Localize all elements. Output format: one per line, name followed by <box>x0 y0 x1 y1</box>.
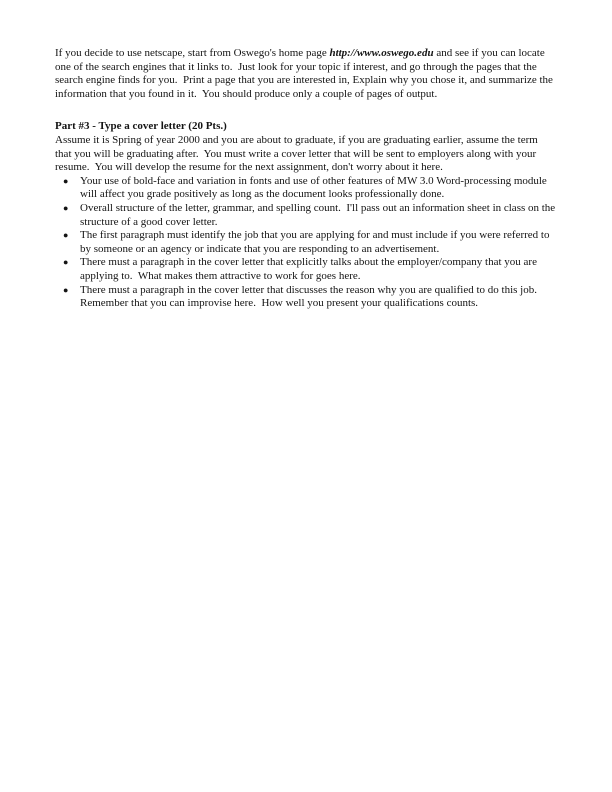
bullet-icon: ● <box>63 257 69 268</box>
paragraph-web-search-before-url: If you decide to use netscape, start from Oswego's home page <box>55 47 330 59</box>
bullet-item-first-paragraph <box>55 229 557 256</box>
bullet-item-fonts <box>55 175 557 202</box>
bullet-item-qualifications <box>55 284 557 311</box>
oswego-homepage-url: http://www.oswego.edu <box>329 47 434 59</box>
bullet-text: Your use of bold-face and variation in fonts and use of other features of MW 3.0 Word-processing module will affect you grade positively as long as the document looks professionally done. <box>80 174 550 201</box>
bullet-icon: ● <box>63 175 69 186</box>
paragraph-web-search-after-url: and see if you can locate one of the search engines that it links to. Just look for your topic if interest, and go through the pages that the search engine finds for you. Print a page that you are interested in, Explain why you chose it, and summarize the information that you found in it. You should produce only a couple of pages of output. <box>55 47 556 100</box>
bullet-icon: ● <box>63 284 69 295</box>
bullet-text: Overall structure of the letter, grammar, and spelling count. I'll pass out an information sheet in class on the structure of a good cover letter. <box>80 201 558 228</box>
part3-heading: Part #3 - Type a cover letter (20 Pts.) <box>55 120 227 133</box>
bullet-icon: ● <box>63 230 69 241</box>
bullet-text: There must a paragraph in the cover letter that explicitly talks about the employer/company that you are applying to. What makes them attractive to work for goes here. <box>80 256 540 282</box>
bullet-text: The first paragraph must identify the job that you are applying for and must include if you were referred to by someone or an agency or indicate that you are responding to an advertisement. <box>80 229 553 255</box>
bullet-text: There must a paragraph in the cover letter that discusses the reason why you are qualified to do this job. Remember that you can improvise here. How well you present your qualifications counts. <box>80 283 543 310</box>
paragraph-web-search <box>55 47 557 101</box>
part3-bullet-list <box>55 175 557 311</box>
part3-intro-paragraph: Assume it is Spring of year 2000 and you are about to graduate, if you are graduating earlier, assume the term that you will be graduating after. You must write a cover letter that will be sent to employers along with your resume. You will develop the resume for the next assignment, don't worry about it here. <box>55 133 541 174</box>
bullet-item-employer <box>55 256 557 283</box>
bullet-item-structure <box>55 202 557 229</box>
bullet-icon: ● <box>63 202 69 213</box>
